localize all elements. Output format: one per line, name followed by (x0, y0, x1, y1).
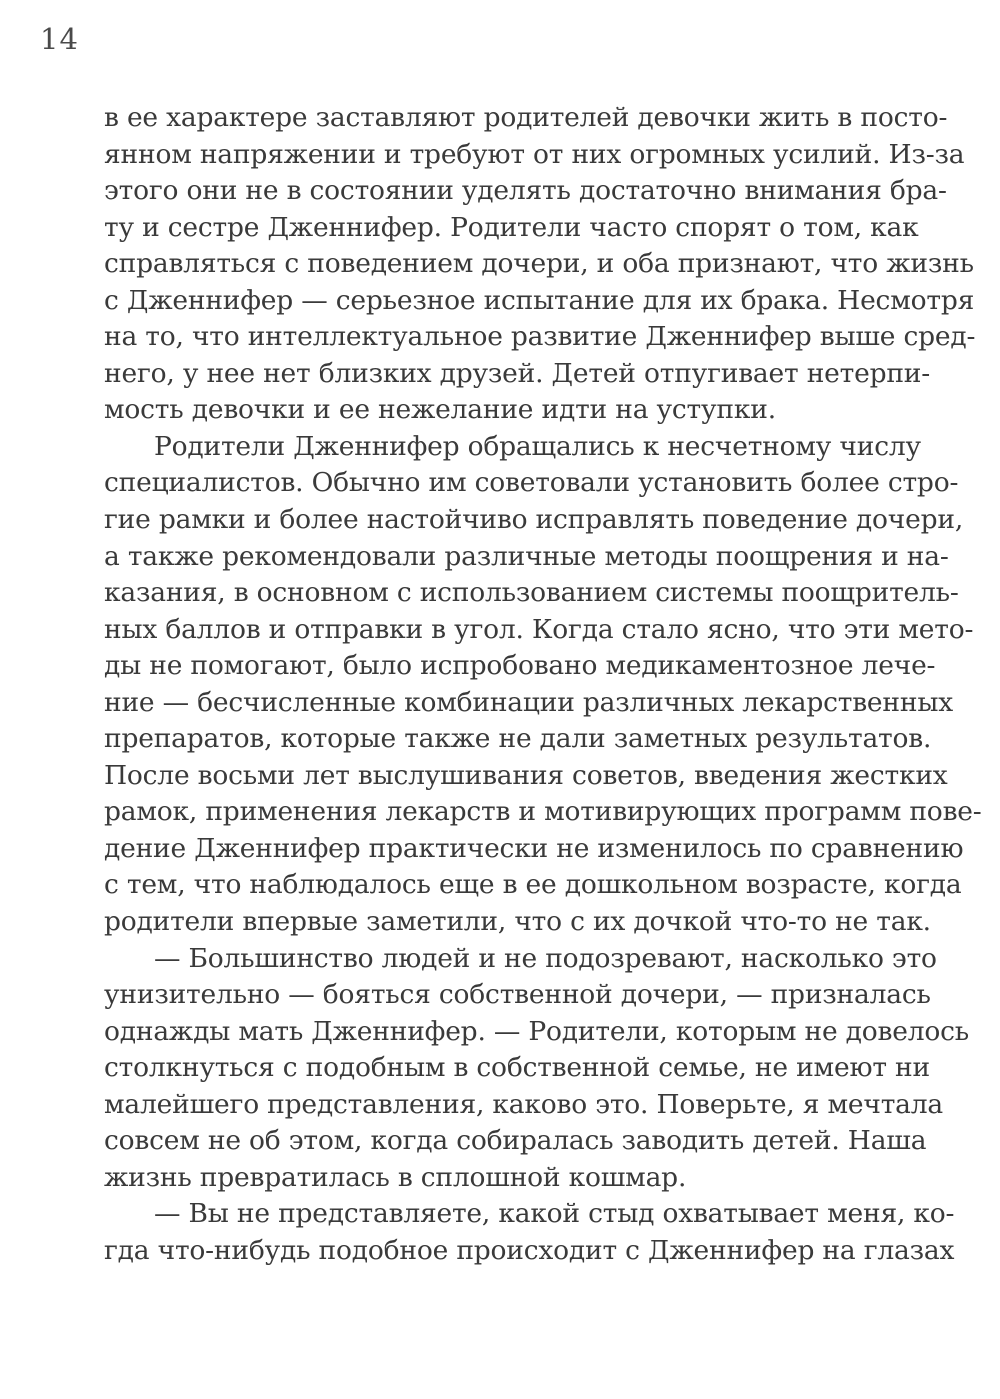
text-line: — Вы не представляете, какой стыд охватывает меня, ко- (154, 1198, 955, 1230)
text-line: гда что-нибудь подобное происходит с Дженнифер на глазах (104, 1234, 955, 1266)
text-line: казания, в основном с использованием системы поощритель- (104, 577, 959, 609)
text-line: этого они не в состоянии уделять достаточно внимания бра- (104, 175, 947, 207)
text-line: ние — бесчисленные комбинации различных лекарственных (104, 686, 953, 718)
text-line: с Дженнифер — серьезное испытание для их брака. Несмотря (104, 284, 975, 316)
text-line: Родители Дженнифер обращались к несчетному числу (154, 430, 921, 462)
text-line: мость девочки и ее нежелание идти на уступки. (104, 394, 776, 426)
text-line: него, у нее нет близких друзей. Детей отпугивает нетерпи- (104, 357, 931, 389)
text-line: малейшего представления, каково это. Поверьте, я мечтала (104, 1088, 943, 1120)
text-line: ту и сестре Дженнифер. Родители часто спорят о том, как (104, 211, 919, 243)
text-line: ды не помогают, было испробовано медикаментозное лече- (104, 650, 936, 682)
text-line: рамок, применения лекарств и мотивирующих программ пове- (104, 796, 982, 828)
text-line: родители впервые заметили, что с их дочкой что-то не так. (104, 906, 931, 938)
body-text (104, 100, 982, 1270)
text-line: После восьми лет выслушивания советов, введения жестких (104, 759, 948, 791)
text-line: справляться с поведением дочери, и оба признают, что жизнь (104, 248, 974, 280)
text-line: а также рекомендовали различные методы поощрения и на- (104, 540, 949, 572)
text-line: гие рамки и более настойчиво исправлять поведение дочери, (104, 504, 964, 536)
text-line: янном напряжении и требуют от них огромных усилий. Из-за (104, 138, 965, 170)
text-line: специалистов. Обычно им советовали установить более стро- (104, 467, 959, 499)
text-line: жизнь превратилась в сплошной кошмар. (104, 1161, 687, 1193)
page-number: 14 (40, 22, 79, 56)
text-line: столкнуться с подобным в собственной семье, не имеют ни (104, 1052, 930, 1084)
text-line: препаратов, которые также не дали заметных результатов. (104, 723, 932, 755)
text-line: совсем не об этом, когда собиралась заводить детей. Наша (104, 1125, 927, 1157)
text-line: в ее характере заставляют родителей девочки жить в посто- (104, 102, 948, 133)
text-line: однажды мать Дженнифер. — Родители, которым не довелось (104, 1015, 969, 1047)
text-line: унизительно — бояться собственной дочери, — призналась (104, 979, 931, 1011)
text-line: дение Дженнифер практически не изменилось по сравнению (104, 832, 964, 864)
text-line: — Большинство людей и не подозревают, насколько это (154, 942, 937, 974)
text-line: с тем, что наблюдалось еще в ее дошкольном возрасте, когда (104, 869, 962, 901)
text-line: ных баллов и отправки в угол. Когда стало ясно, что эти мето- (104, 613, 974, 645)
text-line: на то, что интеллектуальное развитие Дженнифер выше сред- (104, 321, 976, 353)
